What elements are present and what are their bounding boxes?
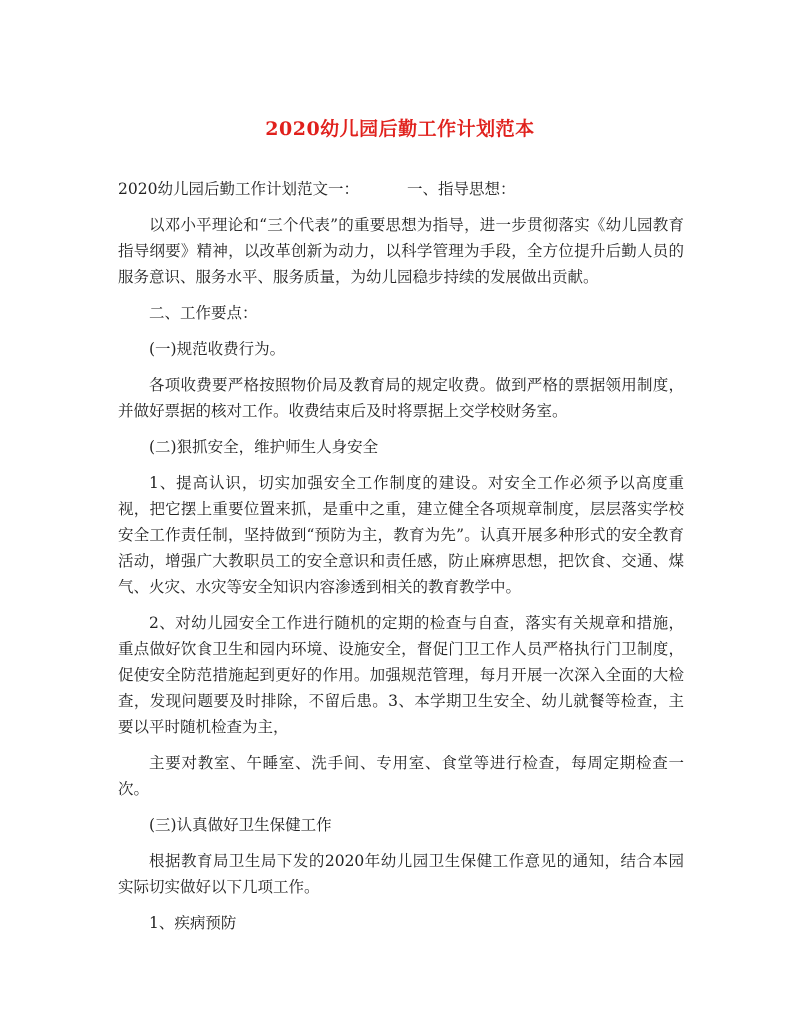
paragraph: 根据教育局卫生局下发的2020年幼儿园卫生保健工作意见的通知，结合本园实际切实做好以下几项工作。 bbox=[118, 852, 684, 896]
intro-line bbox=[118, 176, 684, 202]
document-body bbox=[118, 176, 684, 946]
list-item-heading: 1、疾病预防 bbox=[149, 914, 237, 932]
paragraph: 1、提高认识，切实加强安全工作制度的建设。对安全工作必须予以高度重视，把它摆上重要位置来抓，是重中之重，建立健全各项规章制度，层层落实学校安全工作责任制，坚持做到“预防为主，教育为先”。认真开展多种形式的安全教育活动，增强广大教职员工的安全意识和责任感，防止麻痹思想，把饮食、交通、煤气、火灾、水灾等安全知识内容渗透到相关的教育教学中。 bbox=[118, 474, 684, 596]
paragraph: 2、对幼儿园安全工作进行随机的定期的检查与自查，落实有关规章和措施，重点做好饮食卫生和园内环境、设施安全，督促门卫工作人员严格执行门卫制度，促使安全防范措施起到更好的作用。加强规范管理，每月开展一次深入全面的大检查，发现问题要及时排除，不留后患。3、本学期卫生安全、幼儿就餐等检查，主要以平时随机检查为主， bbox=[118, 614, 684, 736]
section-heading: 二、工作要点： bbox=[149, 304, 258, 322]
paragraph: 以邓小平理论和“三个代表”的重要思想为指导，进一步贯彻落实《幼儿园教育指导纲要》精神，以改革创新为动力，以科学管理为手段，全方位提升后勤人员的服务意识、服务水平、服务质量，为幼儿园稳步持续的发展做出贡献。 bbox=[118, 216, 684, 286]
intro-left: 2020幼儿园后勤工作计划范文一： bbox=[118, 180, 359, 198]
subsection-heading: (二)狠抓安全，维护师生人身安全 bbox=[149, 438, 379, 456]
subsection-heading: (一)规范收费行为。 bbox=[149, 340, 286, 358]
document-title: 2020幼儿园后勤工作计划范本 bbox=[265, 118, 535, 140]
intro-right: 一、指导思想： bbox=[406, 180, 516, 198]
paragraph: 各项收费要严格按照物价局及教育局的规定收费。做到严格的票据领用制度，并做好票据的核对工作。收费结束后及时将票据上交学校财务室。 bbox=[118, 376, 684, 420]
subsection-heading: (三)认真做好卫生保健工作 bbox=[149, 816, 332, 834]
paragraph: 主要对教室、午睡室、洗手间、专用室、食堂等进行检查，每周定期检查一次。 bbox=[118, 754, 684, 798]
